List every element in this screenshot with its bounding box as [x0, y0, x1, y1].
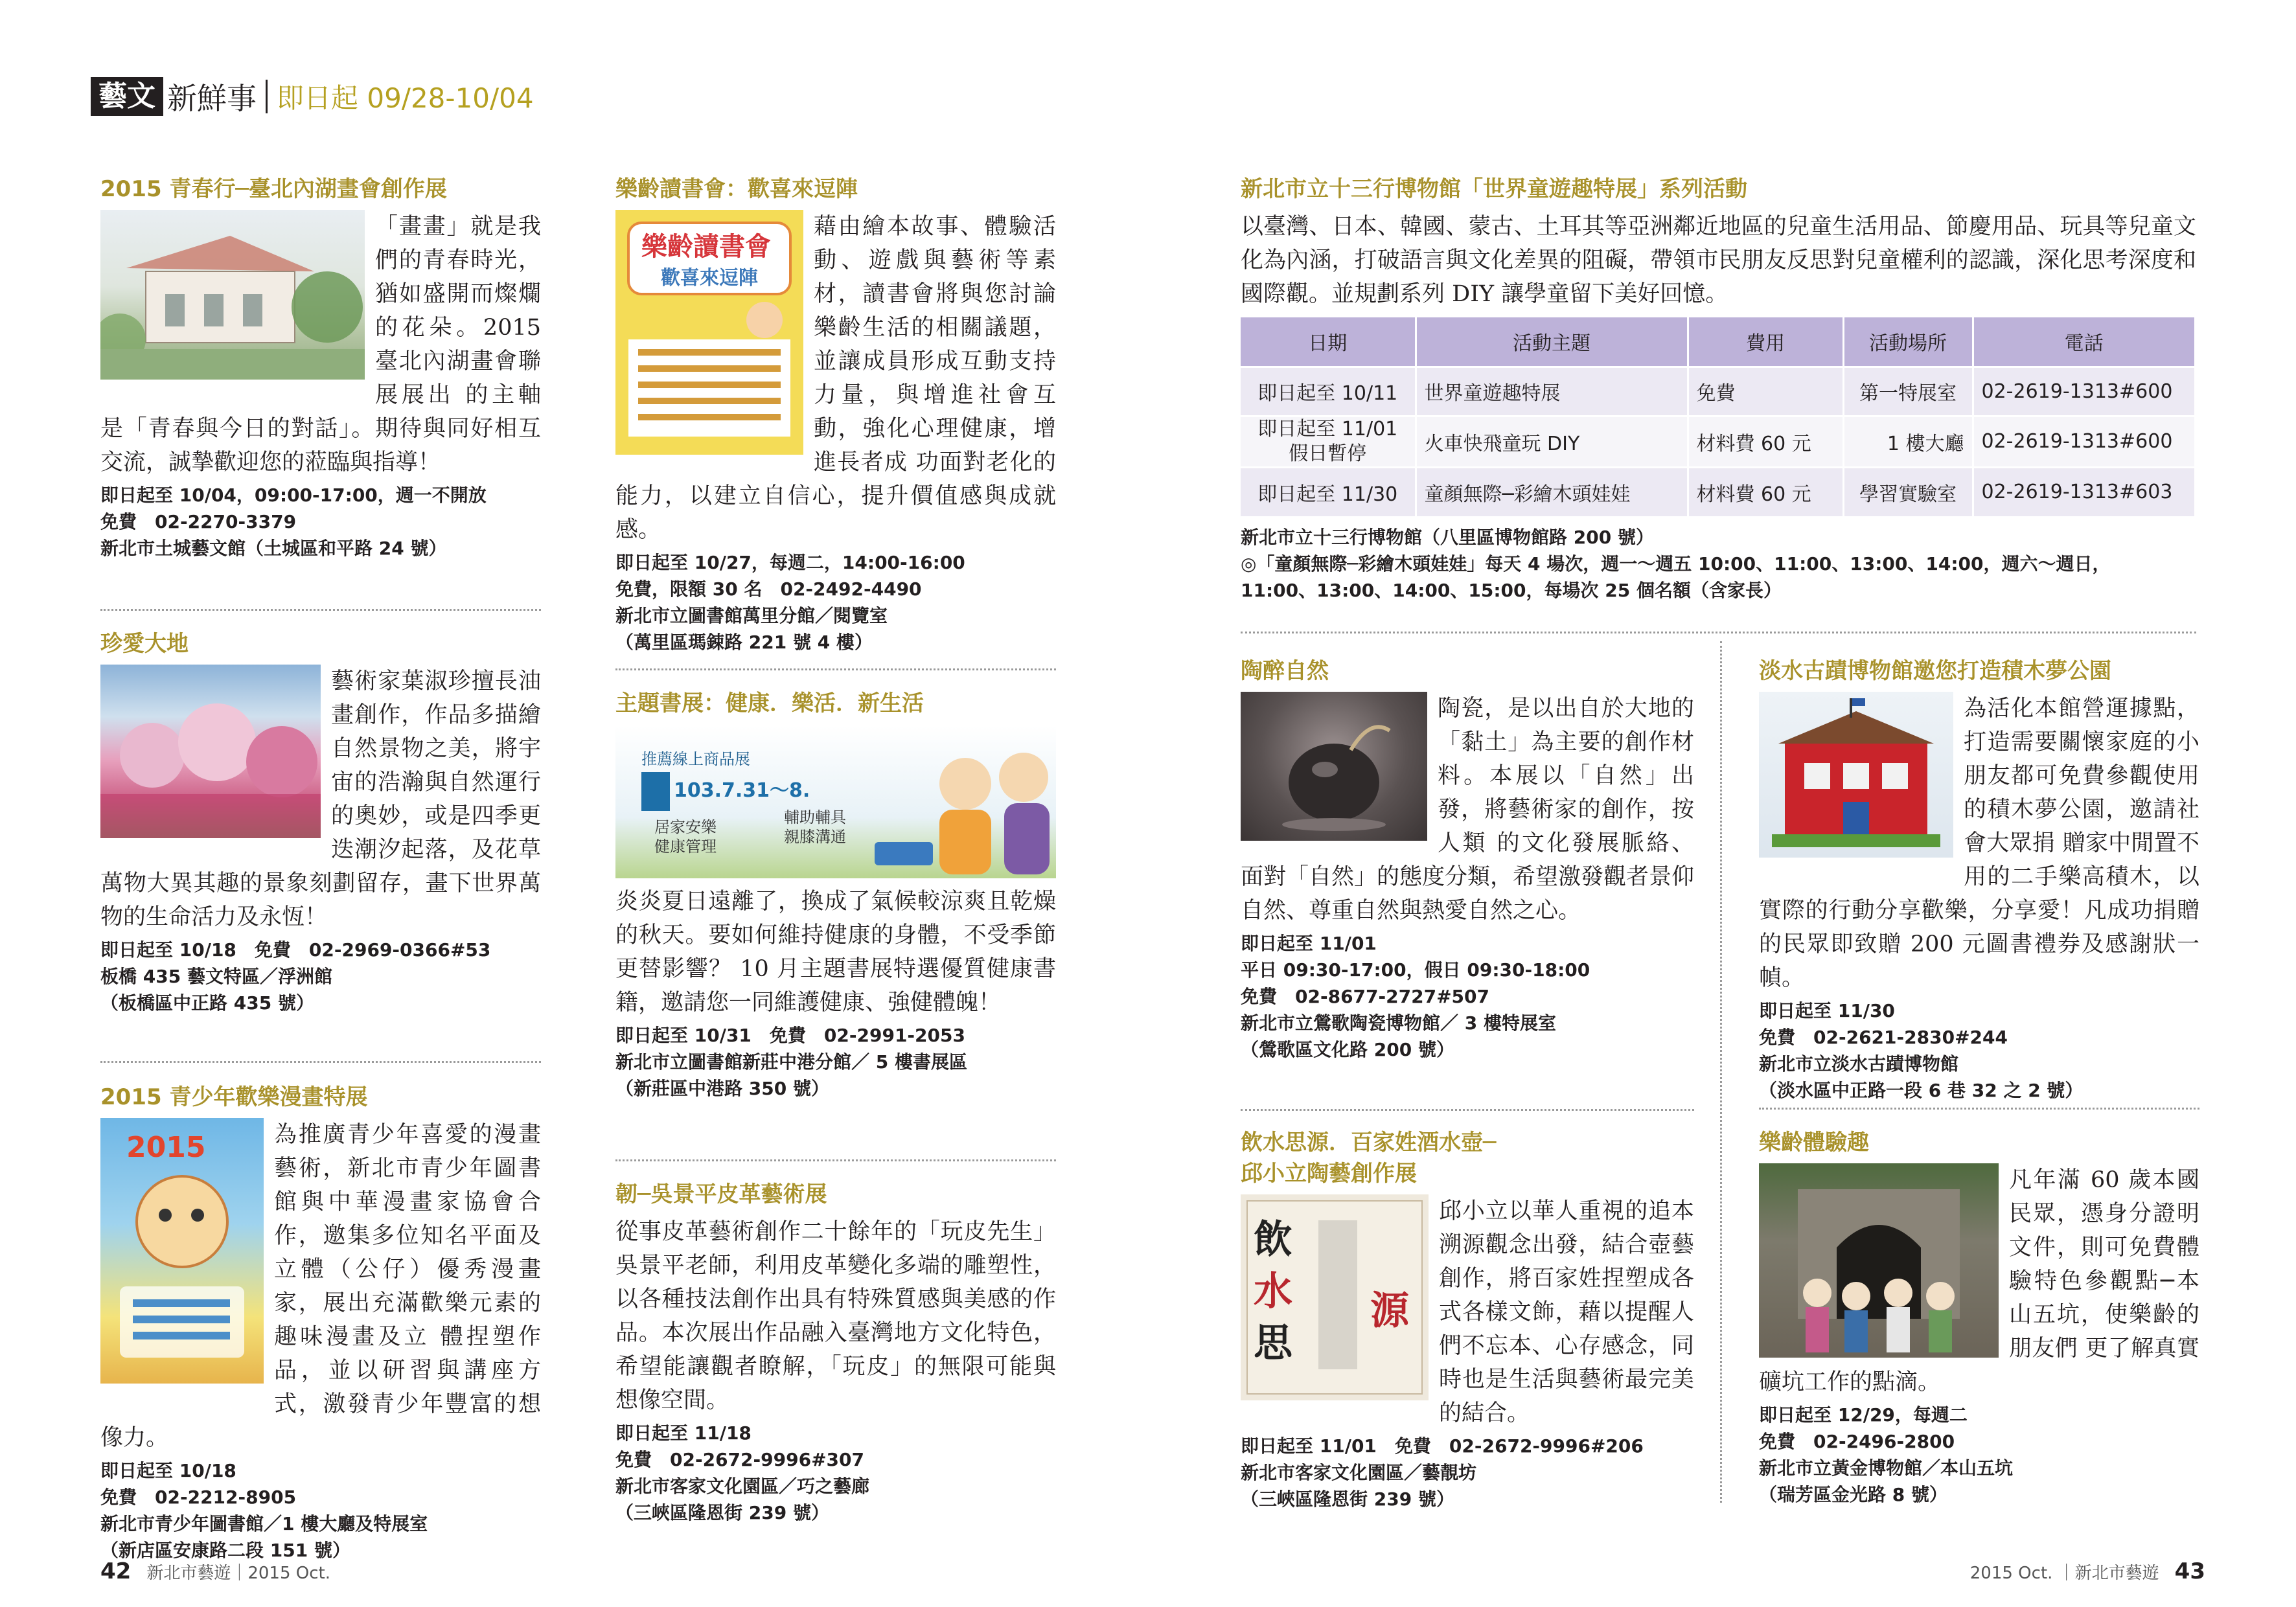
table-header: 活動場所 — [1843, 317, 1973, 367]
page-number: 42 — [100, 1558, 132, 1584]
footer-left — [100, 1558, 330, 1584]
article-info-line: 免費 02-2672-9996#307 — [615, 1449, 864, 1470]
article-text: 從事皮革藝術創作二十餘年的「玩皮先生」吳景平老師，利用皮革變化多端的雕塑性，以各種技法創作出具有特殊質感與美感的作品。本次展出作品融入臺灣地方文化特色，希望能讓觀者瞭解，「玩皮」的無限可能與想像空間。 — [615, 1219, 1056, 1413]
wine-pot-poster-icon — [1241, 1194, 1429, 1400]
table-cell: 1 樓大廳 — [1843, 416, 1973, 467]
article-info-line: 免費 02-2496-2800 — [1759, 1431, 1955, 1452]
footer-text: 2015 Oct. ｜新北市藝遊 — [1969, 1563, 2159, 1583]
article-cherish-earth — [100, 628, 541, 1016]
table-cell: 童顏無際─彩繪木頭娃娃 — [1416, 467, 1688, 516]
page-header — [91, 76, 534, 117]
article-title: 韌─吳景平皮革藝術展 — [615, 1181, 827, 1207]
article-info-line: 即日起至 10/04，09:00-17:00，週一不開放 — [100, 484, 487, 506]
banner-text: 親膝溝通 — [784, 828, 846, 846]
landscape-image — [100, 665, 321, 838]
article-text-wrap: 「畫畫」就是我們的青春時光，猶如盛開而燦爛的花朵。2015 臺北內湖畫會聯展展出 — [375, 214, 541, 408]
article-leather-art — [615, 1179, 1056, 1526]
article-text: 的文化發展脈絡、面對「自然」的態度分類，希望激發觀者景仰自然、尊重自然與熱愛自然之心。 — [1241, 830, 1695, 924]
article-info-line: 新北市客家文化園區／藝靚坊 — [1241, 1462, 1477, 1483]
mine-tunnel-icon — [1759, 1163, 1999, 1358]
article-text-wrap: 為推廣青少年喜愛的漫畫藝術，新北市青少年圖書館與中華漫畫家協會合作，邀集多位知名平面及立體（公仔）優秀漫畫家，展出充滿歡樂元素的趣味漫畫及立 — [274, 1122, 541, 1350]
article-ceramic-nature — [1241, 655, 1694, 1063]
table-cell: 02-2619-1313#600 — [1973, 367, 2196, 416]
article-title: 新北市立十三行博物館「世界童遊趣特展」系列活動 — [1241, 176, 1747, 202]
article-text: 炎炎夏日遠離了，換成了氣候較涼爽且乾燥的秋天。要如何維持健康的身體，不受季節更替影響？ 10 月主題書展特選優質健康書籍，邀請您一同維護健康、強健體魄！ — [615, 889, 1056, 1016]
article-text-wrap: 為活化本館營運據點，打造需要關懷家庭的小朋友都可免費參觀使用的積木夢公園，邀請社會大眾捐 — [1964, 696, 2199, 856]
article-info-line: 免費 02-2270-3379 — [100, 511, 297, 532]
lego-house-image — [1759, 692, 1953, 858]
article-text: 迭潮汐起落，及花草萬物大異其趣的景象刻劃留存，畫下世界萬物的生命活力及永恆！ — [100, 837, 541, 930]
article-senior-bookclub — [615, 174, 1056, 655]
article-title: 樂齡體驗趣 — [1759, 1130, 1869, 1156]
table-cell: 材料費 60 元 — [1688, 416, 1843, 467]
poster-title: 樂齡讀書會 — [641, 232, 771, 262]
article-shihsanhang-museum — [1241, 174, 2196, 604]
article-text-wrap: 藝術家葉淑珍擅長油畫創作，作品多描繪自然景物之美，將宇宙的浩瀚與自然運行的奧妙，或是四季更 — [331, 668, 541, 829]
event-table — [1241, 317, 2196, 516]
article-text-wrap: 凡年滿 60 歲本國民眾，憑身分證明文件，則可免費體驗特色參觀點─本山五坑，使樂齡的朋友們 — [2009, 1167, 2199, 1362]
theme-banner-icon — [615, 725, 1056, 878]
article-info-line: （瑞芳區金光路 8 號） — [1759, 1484, 1947, 1505]
header-divider — [266, 80, 268, 113]
article-title: 主題書展：健康．樂活．新生活 — [615, 690, 924, 716]
table-header: 費用 — [1688, 317, 1843, 367]
article-info-line: 即日起至 10/18 — [100, 1460, 236, 1481]
table-header: 日期 — [1241, 317, 1416, 367]
article-info-line: 新北市立淡水古蹟博物館 — [1759, 1053, 1959, 1075]
footer-text: 新北市藝遊｜2015 Oct. — [146, 1563, 330, 1583]
article-info-line: 新北市青少年圖書館／1 樓大廳及特展室 — [100, 1513, 428, 1534]
theme-banner-image — [615, 725, 1056, 878]
wine-pot-poster-image — [1241, 1194, 1429, 1400]
section-divider — [1241, 632, 2196, 633]
table-cell: 即日起至 11/01 假日暫停 — [1241, 416, 1416, 467]
article-theme-book-exhibit — [615, 688, 1056, 1102]
article-youth-comic — [100, 1082, 541, 1564]
table-cell: 火車快飛童玩 DIY — [1416, 416, 1688, 467]
page-number: 43 — [2174, 1558, 2205, 1584]
column-divider — [1720, 641, 1722, 1503]
article-info-line: 平日 09:30-17:00，假日 09:30-18:00 — [1241, 959, 1590, 981]
section-divider — [615, 668, 1056, 670]
article-info-line: 11:00、13:00、14:00、15:00，每場次 25 個名額（含家長） — [1241, 580, 1782, 601]
article-info-line: 免費 02-8677-2727#507 — [1241, 986, 1489, 1007]
table-row — [1241, 467, 2196, 516]
article-info-line: （淡水區中正路一段 6 巷 32 之 2 號） — [1759, 1080, 2084, 1101]
table-header: 電話 — [1973, 317, 2196, 367]
article-info-line: 即日起至 10/18 免費 02-2969-0366#53 — [100, 939, 491, 961]
article-info-line: （三峽區隆恩街 239 號） — [1241, 1488, 1454, 1510]
article-title: 陶醉自然 — [1241, 658, 1329, 684]
article-text-wrap: 邱小立以華人重視的追本溯源觀念出發，結合壺藝創作，將百家姓捏塑成各式各樣文飾，藉以提醒人們不忘本、心存感念，同時也是生活與藝術最完美的結合。 — [1439, 1198, 1694, 1426]
section-divider — [100, 609, 541, 611]
section-divider — [100, 1061, 541, 1063]
painting-image — [100, 210, 365, 380]
bookclub-poster-image — [615, 210, 803, 455]
table-cell: 世界童遊趣特展 — [1416, 367, 1688, 416]
article-info-line: 即日起至 10/31 免費 02-2991-2053 — [615, 1025, 965, 1046]
article-text-wrap: 藉由繪本故事、體驗活動、遊戲與藝術等素材，讀書會將與您討論樂齡生活的相關議題，並讓成員形成互動支持力量，與增進社會互動，強化心理健康，增進長者成 — [814, 214, 1056, 475]
article-info-line: 新北市客家文化園區／巧之藝廊 — [615, 1476, 870, 1497]
table-header: 活動主題 — [1416, 317, 1688, 367]
article-info-line: 板橋 435 藝文特區／浮洲館 — [100, 966, 332, 987]
header-tag: 藝文 — [91, 77, 163, 116]
section-divider — [1759, 1108, 2199, 1110]
poster-char: 水 — [1254, 1269, 1292, 1314]
article-info-line: （新店區安康路二段 151 號） — [100, 1540, 350, 1561]
banner-text: 輔助輔具 — [784, 808, 846, 826]
article-lego-park — [1759, 655, 2199, 1104]
ceramic-pot-icon — [1241, 692, 1427, 841]
mine-tunnel-image — [1759, 1163, 1999, 1358]
article-info-line: （鶯歌區文化路 200 號） — [1241, 1039, 1454, 1060]
table-cell: 免費 — [1688, 367, 1843, 416]
article-text: 以臺灣、日本、韓國、蒙古、土耳其等亞洲鄰近地區的兒童生活用品、節慶用品、玩具等兒童文化為內涵，打破語言與文化差異的阻礙，帶領市民朋友反思對兒童權利的認識，深化思考深度和國際觀。並規劃系列 DIY 讓學童留下美好回憶。 — [1241, 214, 2196, 307]
article-text: 體捏塑作品，並以研習與講座方式，激發青少年豐富的想像力。 — [100, 1324, 541, 1451]
article-title: 邱小立陶藝創作展 — [1241, 1161, 1417, 1187]
lego-house-icon — [1759, 692, 1953, 858]
table-cell: 02-2619-1313#600 — [1973, 416, 2196, 467]
article-info-line: 新北市立鶯歌陶瓷博物館／ 3 樓特展室 — [1241, 1012, 1556, 1034]
article-info-line: 新北市立圖書館新莊中港分館／ 5 樓書展區 — [615, 1051, 967, 1073]
article-info-line: 免費，限額 30 名 02-2492-4490 — [615, 578, 922, 600]
ceramic-image — [1241, 692, 1427, 841]
poster-char: 源 — [1370, 1288, 1409, 1334]
article-info-line: 即日起至 11/01 — [1241, 933, 1377, 954]
article-info-line: 新北市立十三行博物館（八里區博物館路 200 號） — [1241, 527, 1654, 548]
article-info-line: 新北市土城藝文館（土城區和平路 24 號） — [100, 538, 447, 559]
article-text: 的主軸是「青春與今日的對話」。期待與同好相互交流，誠摯歡迎您的蒞臨與指導！ — [100, 382, 541, 475]
header-subtitle: 新鮮事 — [167, 81, 257, 116]
comic-poster-image — [100, 1118, 264, 1384]
section-divider — [615, 1159, 1056, 1161]
article-title: 淡水古蹟博物館邀您打造積木夢公園 — [1759, 658, 2111, 684]
banner-text: 103.7.31～8. — [674, 779, 810, 802]
poster-year: 2015 — [126, 1131, 206, 1164]
bookclub-poster-icon — [615, 210, 803, 455]
temple-painting-icon — [100, 210, 365, 380]
table-cell: 第一特展室 — [1843, 367, 1973, 416]
footer-right — [1970, 1558, 2205, 1584]
table-cell: 即日起至 10/11 — [1241, 367, 1416, 416]
table-cell: 材料費 60 元 — [1688, 467, 1843, 516]
article-info-line: （板橋區中正路 435 號） — [100, 992, 314, 1014]
article-info-line: （萬里區瑪鋉路 221 號 4 樓） — [615, 632, 873, 653]
table-cell: 02-2619-1313#603 — [1973, 467, 2196, 516]
poster-subtitle: 歡喜來逗陣 — [661, 267, 758, 290]
article-info-line: 即日起至 11/30 — [1759, 1000, 1895, 1021]
flower-field-icon — [100, 665, 321, 838]
table-cell: 即日起至 11/30 — [1241, 467, 1416, 516]
article-senior-experience — [1759, 1127, 2199, 1508]
banner-text: 推薦線上商品展 — [641, 750, 750, 768]
article-title: 珍愛大地 — [100, 631, 189, 657]
poster-char: 飲 — [1254, 1217, 1292, 1262]
article-title: 2015 青春行─臺北內湖畫會創作展 — [100, 176, 447, 202]
article-info-line: 免費 02-2212-8905 — [100, 1487, 297, 1508]
article-youth-painting — [100, 174, 541, 562]
article-text: 更了解真實礦坑工作的點滴。 — [1759, 1336, 2199, 1395]
section-divider — [1241, 1109, 1694, 1111]
article-info-line: 即日起至 12/29，每週二 — [1759, 1404, 1968, 1426]
poster-char: 思 — [1254, 1321, 1292, 1366]
article-text-wrap: 陶瓷，是以出自於大地的「黏土」為主要的創作材料。本展以「自然」出發，將藝術家的創作，按人類 — [1438, 696, 1694, 856]
article-info-line: 即日起至 10/27，每週二，14:00-16:00 — [615, 552, 965, 573]
article-info-line: 即日起至 11/18 — [615, 1422, 752, 1444]
table-header-row — [1241, 317, 2196, 367]
comic-poster-icon — [100, 1118, 264, 1384]
article-text: 贈家中閒置不用的二手樂高積木，以實際的行動分享歡樂，分享愛！凡成功捐贈的民眾即致贈 200 元圖書禮券及感謝狀一幀。 — [1759, 830, 2199, 991]
banner-text: 居家安樂 — [654, 818, 717, 836]
article-text: 功面對老化的能力，以建立自信心，提升價值感與成就感。 — [615, 450, 1056, 543]
article-title: 樂齡讀書會：歡喜來逗陣 — [615, 176, 858, 202]
header-date: 即日起 09/28-10/04 — [277, 82, 534, 114]
article-info-line: （新莊區中港路 350 號） — [615, 1078, 829, 1099]
article-info-line: 新北市立黃金博物館／本山五坑 — [1759, 1457, 2014, 1479]
article-info-line: 新北市立圖書館萬里分館／閱覽室 — [615, 605, 888, 626]
article-title: 2015 青少年歡樂漫畫特展 — [100, 1084, 368, 1110]
table-row — [1241, 367, 2196, 416]
table-cell: 學習實驗室 — [1843, 467, 1973, 516]
article-info-line: （三峽區隆恩街 239 號） — [615, 1502, 829, 1523]
article-info-line: ◎「童顏無際─彩繪木頭娃娃」每天 4 場次，週一～週五 10:00、11:00、13:00、14:00，週六～週日， — [1241, 553, 2111, 575]
banner-text: 健康管理 — [654, 838, 717, 856]
article-title: 飲水思源．百家姓酒水壺─ — [1241, 1130, 1497, 1156]
article-info-line: 免費 02-2621-2830#244 — [1759, 1027, 2008, 1048]
table-row — [1241, 416, 2196, 467]
article-wine-pot-exhibit — [1241, 1127, 1694, 1512]
article-info-line: 即日起至 11/01 免費 02-2672-9996#206 — [1241, 1435, 1644, 1457]
